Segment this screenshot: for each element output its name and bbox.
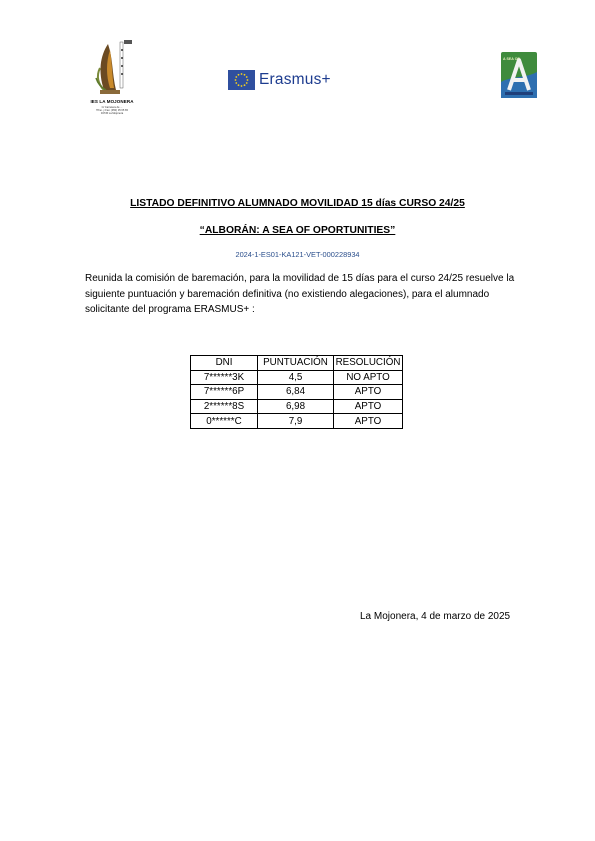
- eu-flag-icon: [228, 70, 255, 90]
- document-title: LISTADO DEFINITIVO ALUMNADO MOVILIDAD 15 días CURSO 24/25: [130, 198, 465, 209]
- cell-dni: 7******6P: [191, 385, 258, 400]
- results-table: [190, 355, 403, 429]
- table-row: [191, 414, 403, 429]
- table-row: [191, 399, 403, 414]
- school-address: C/ Carretera de ... Tlfno. y Fax: (950) 35 65 65 04745 La Mojonera: [96, 106, 128, 116]
- cell-puntuacion: 6,84: [258, 385, 334, 400]
- cell-resolucion: NO APTO: [334, 370, 403, 385]
- cell-resolucion: APTO: [334, 399, 403, 414]
- signoff-date: La Mojonera, 4 de marzo de 2025: [360, 611, 511, 622]
- column-header-resolucion: RESOLUCIÓN: [334, 356, 403, 371]
- table-row: [191, 385, 403, 400]
- cell-resolucion: APTO: [334, 414, 403, 429]
- school-emblem-icon: [86, 38, 136, 98]
- erasmus-label: Erasmus+: [259, 71, 331, 88]
- cell-dni: 2******8S: [191, 399, 258, 414]
- table-header-row: [191, 356, 403, 371]
- column-header-dni: DNI: [191, 356, 258, 371]
- cell-puntuacion: 4,5: [258, 370, 334, 385]
- cell-puntuacion: 6,98: [258, 399, 334, 414]
- project-code: 2024-1-ES01-KA121-VET-000228934: [235, 250, 360, 259]
- cell-puntuacion: 7,9: [258, 414, 334, 429]
- project-logo: [501, 52, 537, 98]
- cell-resolucion: APTO: [334, 385, 403, 400]
- table-row: [191, 370, 403, 385]
- project-logo-label: A SEA OF: [503, 57, 520, 61]
- intro-paragraph: Reunida la comisión de baremación, para la movilidad de 15 días para el curso 24/25 resuelve la siguiente puntuación y baremación definitiva (no existiendo alegaciones), para el alumnado solicitante del programa ERASMUS+ :: [85, 273, 515, 315]
- cell-dni: 7******3K: [191, 370, 258, 385]
- school-name: IES LA MOJONERA: [90, 99, 134, 104]
- cell-dni: 0******C: [191, 414, 258, 429]
- document-subtitle: “ALBORÁN: A SEA OF OPORTUNITIES”: [199, 225, 396, 236]
- erasmus-logo: [228, 70, 331, 90]
- column-header-puntuacion: PUNTUACIÓN: [258, 356, 334, 371]
